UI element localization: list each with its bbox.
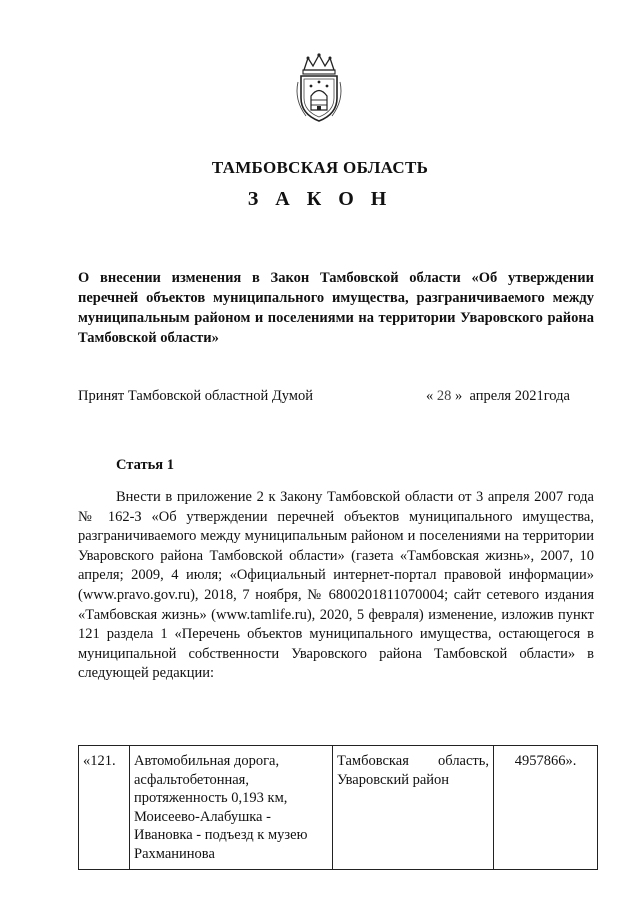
adoption-date <box>426 388 570 405</box>
table-row <box>79 746 598 870</box>
region-title: ТАМБОВСКАЯ ОБЛАСТЬ <box>211 158 429 177</box>
document-type-title: З А К О Н <box>247 188 393 210</box>
adoption-day: 28 <box>436 388 452 404</box>
article-heading: Статья 1 <box>116 457 174 473</box>
adoption-month-year: апреля 2021года <box>469 388 570 404</box>
article-body-text: Внести в приложение 2 к Закону Тамбовской области от 3 апреля 2007 года № 162-З «Об утверждении перечней объектов муниципального имущества, разграничиваемого между муниципальным районом и поселениями на территории Уваровского района Тамбовской области» (газета «Тамбовская жизнь», 2007, 10 апреля; 2009, 4 июля; «Официальный интернет-портал правовой информации» (www.pravo.gov.ru), 2018, 7 ноября, № 6800201811070004; сайт сетевого издания «Тамбовская жизнь» (www.tamlife.ru), 2020, 5 февраля) изменение, изложив пункт 121 раздела 1 «Перечень объектов муниципального имущества, остающегося в муниципальной собственности Уваровского района Тамбовской области» в следующей редакции: <box>78 489 594 682</box>
adopted-by-label: Принят Тамбовской областной Думой <box>78 388 313 404</box>
location-cell: Тамбовская область, Уваровский район <box>333 746 494 870</box>
object-description-cell: Автомобильная дорога, асфальтобетонная, протяженность 0,193 км, Моисеево-Алабушка - Ивановка - подъезд к музею Рахманинова <box>130 746 333 870</box>
date-close-quote: » <box>455 388 463 404</box>
coat-of-arms-emblem <box>290 52 348 124</box>
date-open-quote: « <box>426 388 434 404</box>
property-table <box>78 745 598 870</box>
registry-number-cell: 4957866». <box>494 746 598 870</box>
item-number-cell: «121. <box>79 746 130 870</box>
law-subject-heading: О внесении изменения в Закон Тамбовской области «Об утверждении перечней объектов муниципального имущества, разграничиваемого между муниципальным районом и поселениями на территории Уваровского района Тамбовской области» <box>78 270 594 346</box>
